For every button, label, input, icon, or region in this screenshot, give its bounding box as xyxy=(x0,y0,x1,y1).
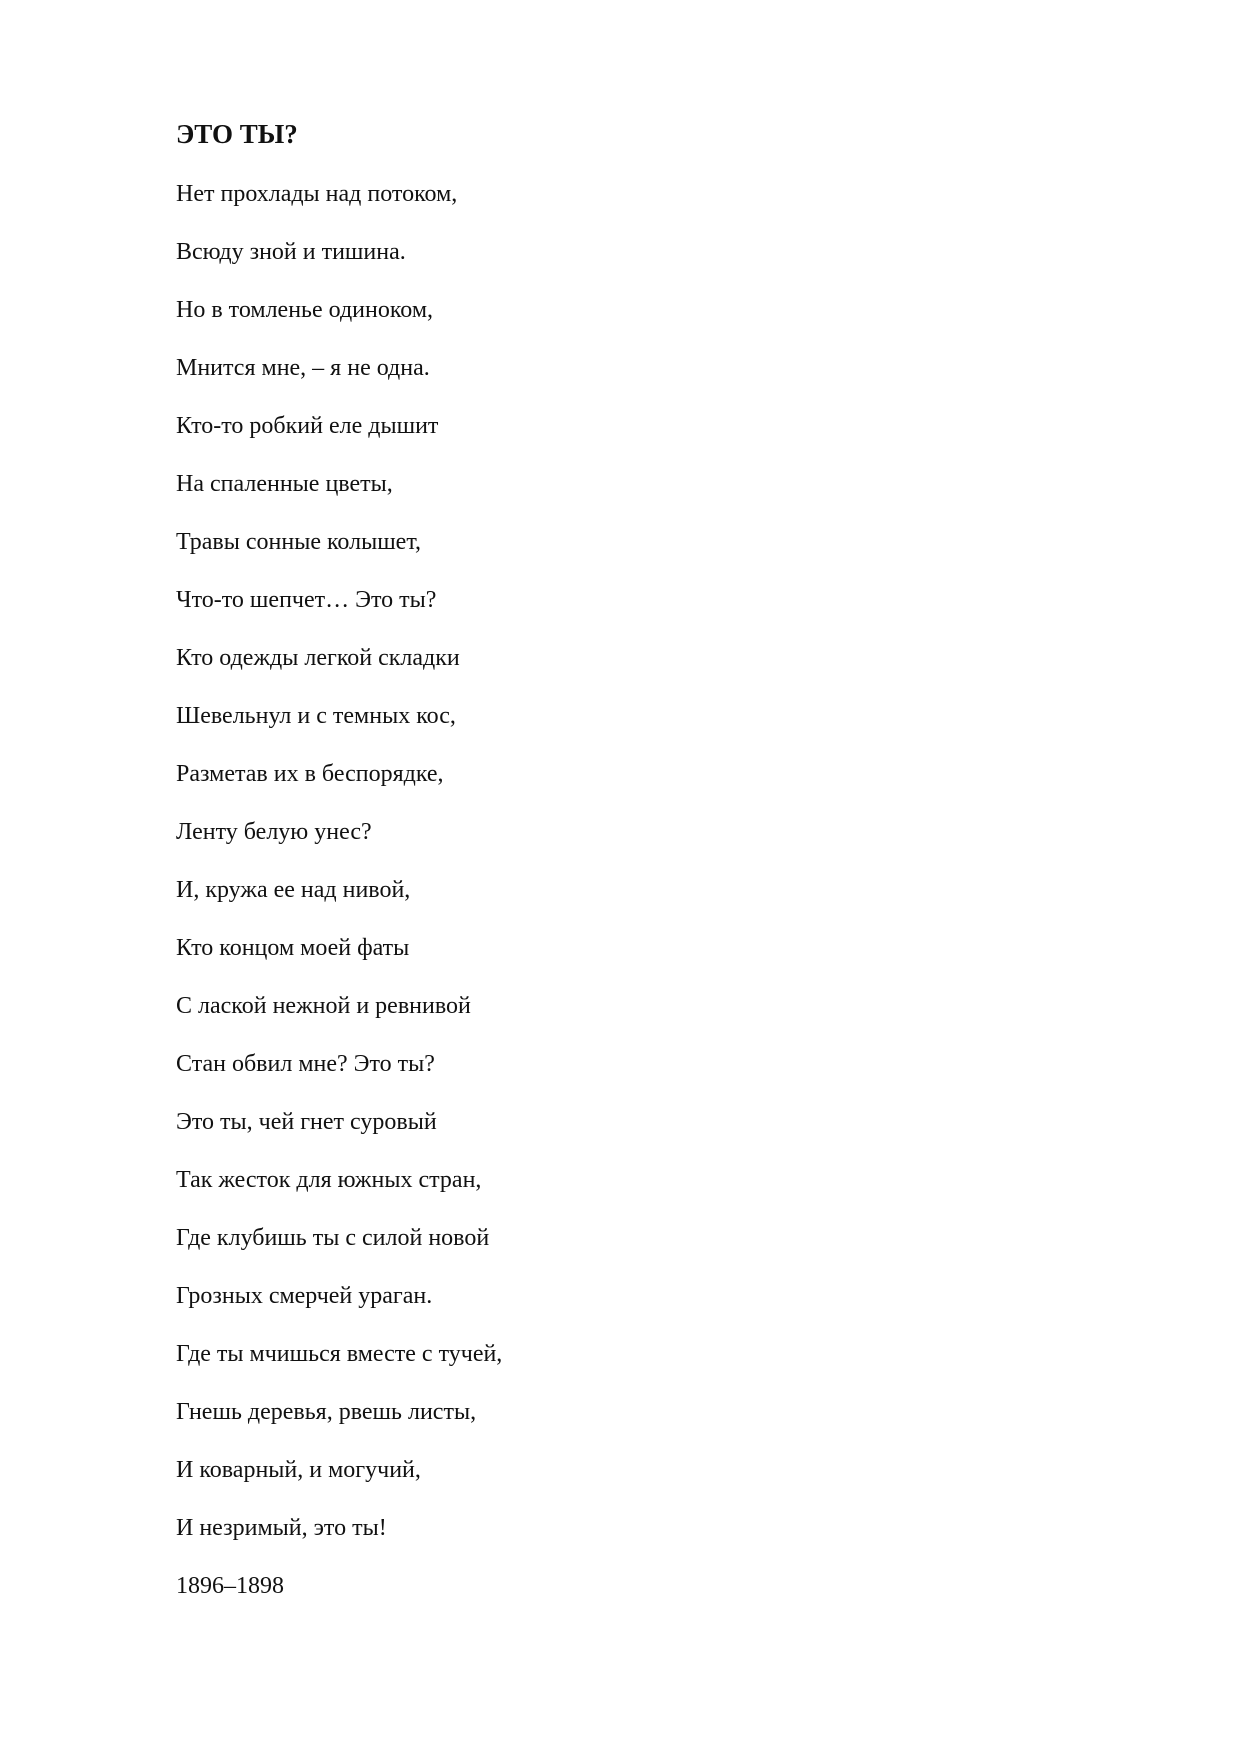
poem-line: Травы сонные колышет, xyxy=(176,529,422,555)
poem-line: Всюду зной и тишина. xyxy=(176,239,406,265)
poem-date: 1896–1898 xyxy=(176,1573,284,1599)
poem-line: Мнится мне, – я не одна. xyxy=(176,355,430,381)
poem-line: Это ты, чей гнет суровый xyxy=(176,1109,437,1135)
poem-line: Ленту белую унес? xyxy=(176,819,372,845)
poem-line: И коварный, и могучий, xyxy=(176,1457,421,1483)
poem-line: Кто-то робкий еле дышит xyxy=(176,413,439,439)
poem-line: Стан обвил мне? Это ты? xyxy=(176,1051,435,1077)
poem-line: Где клубишь ты с силой новой xyxy=(176,1225,490,1251)
poem-line: Что-то шепчет… Это ты? xyxy=(176,587,437,613)
poem-title: ЭТО ТЫ? xyxy=(176,119,298,149)
poem-line: На спаленные цветы, xyxy=(176,471,393,497)
poem-line: Гнешь деревья, рвешь листы, xyxy=(176,1399,477,1425)
poem-line: Разметав их в беспорядке, xyxy=(176,761,444,787)
poem-line: Нет прохлады над потоком, xyxy=(176,181,458,207)
poem-line: Но в томленье одиноком, xyxy=(176,297,434,323)
poem-line: Грозных смерчей ураган. xyxy=(176,1283,433,1309)
poem-line: Где ты мчишься вместе с тучей, xyxy=(176,1341,503,1367)
poem-line: Кто одежды легкой складки xyxy=(176,645,460,671)
poem-body xyxy=(176,176,502,1568)
poem-line: С лаской нежной и ревнивой xyxy=(176,993,471,1019)
poem-line: Так жесток для южных стран, xyxy=(176,1167,482,1193)
poem-line: Шевельнул и с темных кос, xyxy=(176,703,456,729)
poem-line: Кто концом моей фаты xyxy=(176,935,410,961)
poem-line: И незримый, это ты! xyxy=(176,1515,387,1541)
poem-line: И, кружа ее над нивой, xyxy=(176,877,411,903)
